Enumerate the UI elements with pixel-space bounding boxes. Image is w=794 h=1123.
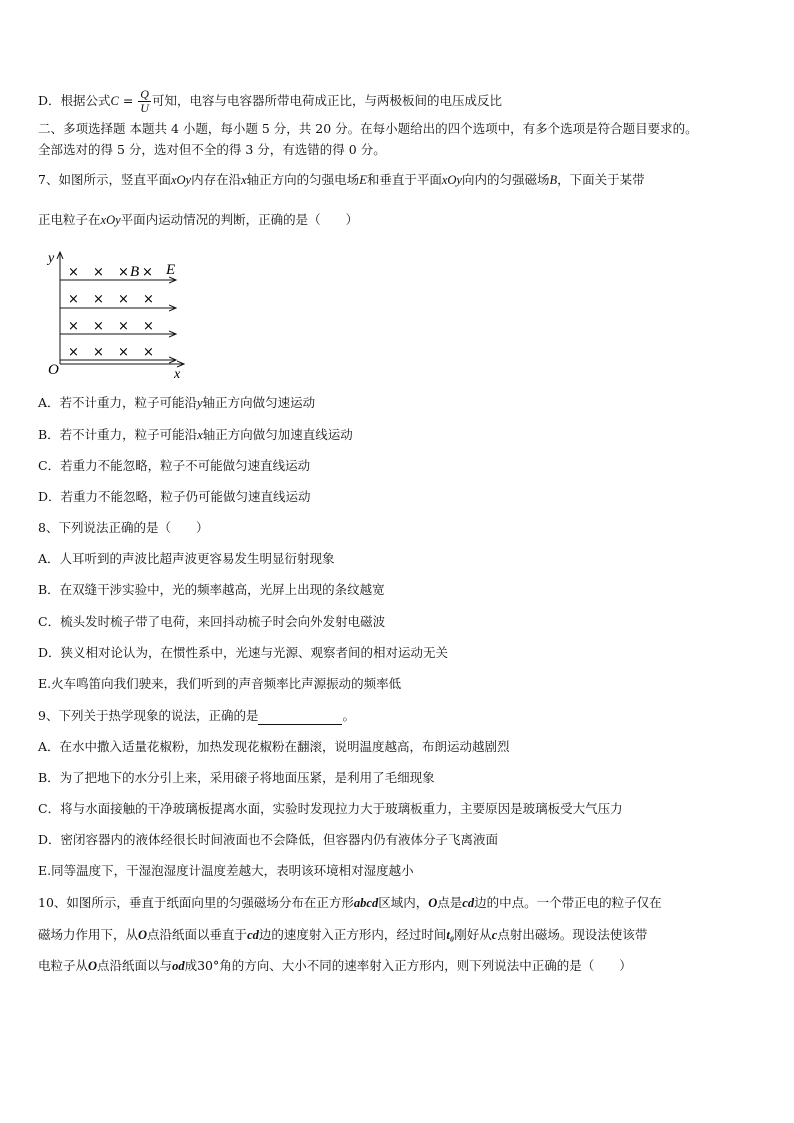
- q9-option-c: C．将与水面接触的干净玻璃板提离水面，实验时发现拉力大于玻璃板重力，主要原因是玻璃板受大气压力: [38, 801, 623, 816]
- q9-option-d: D．密闭容器内的液体经很长时间液面也不会降低，但容器内仍有液体分子飞离液面: [38, 832, 499, 847]
- cross-symbol: ×: [93, 345, 104, 360]
- cross-symbol: ×: [142, 265, 153, 280]
- formula-fraction: $\frac{Q}{U}$: [140, 87, 149, 115]
- q9-stem: 9、下列关于热学现象的说法，正确的是 。: [38, 708, 355, 723]
- section-scoring-note: 全部选对的得 5 分，选对但不全的得 3 分，有选错的得 0 分。: [38, 142, 386, 157]
- cross-symbol: ×: [93, 319, 104, 334]
- q10-stem-line3: 电粒子从O点沿纸面以与od成30°角的方向、大小不同的速率射入正方形内，则下列说法中正确的是（ ）: [38, 958, 632, 973]
- cross-symbol: ×: [68, 319, 79, 334]
- e-field-label: E: [166, 262, 176, 278]
- formula-lhs: C: [110, 94, 119, 108]
- q7-stem-line1: 7、如图所示，竖直平面xOy内存在沿x轴正方向的匀强电场E和垂直于平面xOy向内的匀强磁场B，下面关于某带: [38, 172, 645, 187]
- q7-field-diagram: [36, 248, 206, 380]
- b-field-label: B: [130, 264, 140, 280]
- q8-option-d: D．狭义相对论认为，在惯性系中，光速与光源、观察者间的相对运动无关: [38, 645, 449, 660]
- q7-option-c: C．若重力不能忽略，粒子不可能做匀速直线运动: [38, 458, 311, 473]
- cross-symbol: ×: [68, 345, 79, 360]
- cross-symbol: ×: [118, 265, 129, 280]
- q9-option-a: A．在水中撒入适量花椒粉，加热发现花椒粉在翻滚，说明温度越高，布朗运动越剧烈: [38, 739, 510, 754]
- answer-blank: [258, 710, 342, 725]
- cross-symbol: ×: [143, 292, 154, 307]
- origin-label: O: [48, 362, 59, 378]
- cross-symbol: ×: [68, 265, 79, 280]
- cross-symbol: ×: [143, 345, 154, 360]
- q8-option-c: C．梳头发时梳子带了电荷，来回抖动梳子时会向外发射电磁波: [38, 614, 386, 629]
- cross-symbol: ×: [93, 292, 104, 307]
- y-axis-label: y: [48, 251, 55, 266]
- cross-symbol: ×: [118, 292, 129, 307]
- cross-symbol: ×: [143, 319, 154, 334]
- cross-symbol: ×: [93, 265, 104, 280]
- cross-symbol: ×: [118, 345, 129, 360]
- cross-symbol: ×: [118, 319, 129, 334]
- section-heading: 二、多项选择题 本题共 4 小题，每小题 5 分，共 20 分。在每小题给出的四个选项中，有多个选项是符合题目要求的。: [38, 121, 698, 136]
- q7-option-b: B．若不计重力，粒子可能沿x轴正方向做匀加速直线运动: [38, 427, 353, 442]
- q6-option-d: D．根据公式C = $\frac{Q}{U}$ 可知，电容与电容器所带电荷成正比，与两极板间的电压成反比: [38, 87, 502, 115]
- q7-option-a: A．若不计重力，粒子可能沿y轴正方向做匀速运动: [38, 395, 316, 410]
- x-axis-label: x: [174, 367, 181, 380]
- q8-option-e: E.火车鸣笛向我们驶来，我们听到的声音频率比声源振动的频率低: [38, 676, 402, 691]
- q10-stem-line2: 磁场力作用下，从O点沿纸面以垂直于cd边的速度射入正方形内，经过时间t₀刚好从c点射出磁场。现设法使该带: [38, 927, 648, 942]
- q8-option-b: B．在双缝干涉实验中，光的频率越高，光屏上出现的条纹越宽: [38, 582, 385, 597]
- cross-symbol: ×: [68, 292, 79, 307]
- q7-stem-line2: 正电粒子在xOy平面内运动情况的判断，正确的是（ ）: [38, 212, 359, 227]
- q8-stem: 8、下列说法正确的是（ ）: [38, 520, 209, 535]
- q9-option-b: B．为了把地下的水分引上来，采用磙子将地面压紧，是利用了毛细现象: [38, 770, 435, 785]
- q8-option-a: A．人耳听到的声波比超声波更容易发生明显衍射现象: [38, 551, 335, 566]
- q7-option-d: D．若重力不能忽略，粒子仍可能做匀速直线运动: [38, 489, 311, 504]
- q9-option-e: E.同等温度下，干湿泡湿度计温度差越大，表明该环境相对湿度越小: [38, 863, 414, 878]
- q10-stem-line1: 10、如图所示，垂直于纸面向里的匀强磁场分布在正方形abcd区域内，O点是cd边的中点。一个带正电的粒子仅在: [38, 895, 662, 910]
